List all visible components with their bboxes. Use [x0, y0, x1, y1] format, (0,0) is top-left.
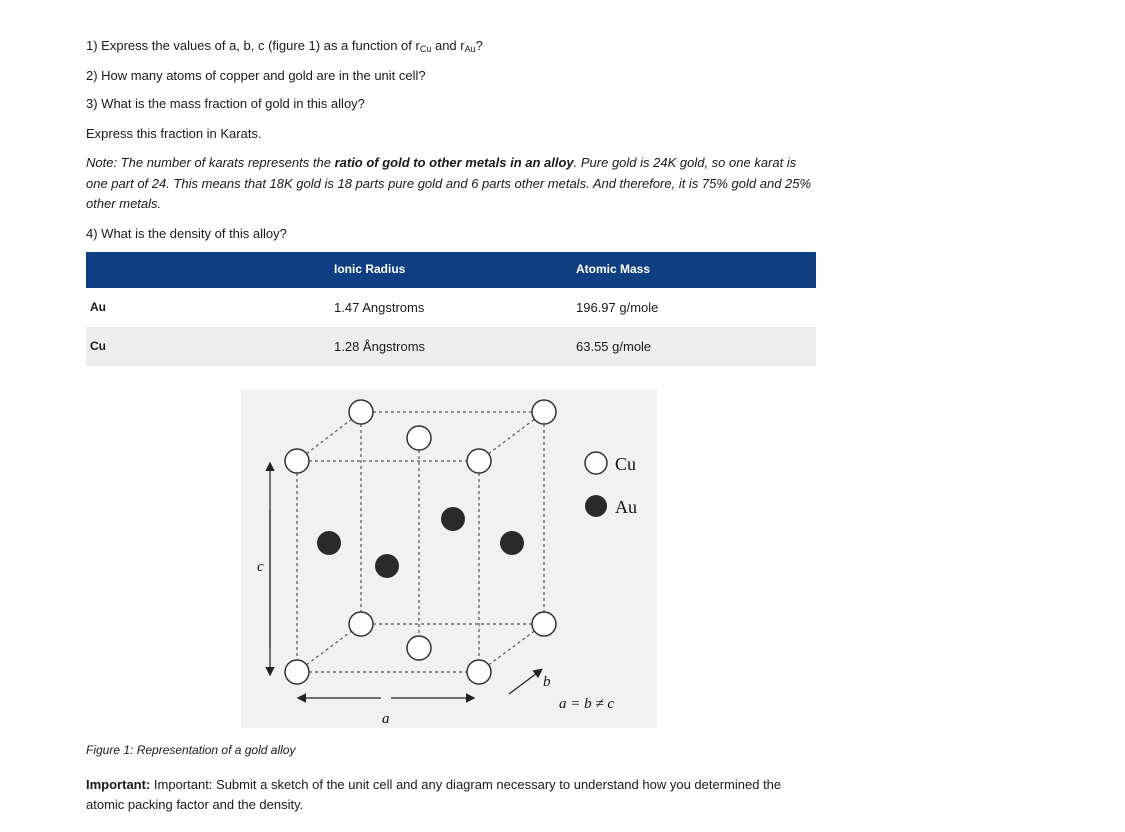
legend-au-marker	[585, 495, 607, 517]
table-row	[86, 288, 816, 327]
table-header	[86, 252, 816, 288]
label-c: c	[257, 559, 264, 575]
unit-cell-figure	[241, 390, 657, 728]
figure-caption: Figure 1: Representation of a gold alloy	[86, 743, 296, 757]
question-2: 2) How many atoms of copper and gold are in the unit cell?	[86, 68, 426, 83]
mass-cell: 196.97 g/mole	[576, 300, 659, 315]
header-ionic-radius: Ionic Radius	[334, 262, 406, 276]
question-1: 1) Express the values of a, b, c (figure 1) as a function of $r_{Cu}$ and $r_{Au}$?	[86, 38, 483, 54]
radius-cell: 1.47 Angstroms	[334, 300, 425, 315]
au-atom	[441, 507, 465, 531]
radius-cell: 1.28 Ångstroms	[334, 339, 426, 354]
unit-cell-diagram	[241, 390, 657, 728]
legend-cu-marker	[585, 452, 607, 474]
cu-atom	[407, 426, 431, 450]
header-atomic-mass: Atomic Mass	[576, 262, 651, 276]
table-row	[86, 327, 816, 366]
cu-atom	[285, 660, 309, 684]
legend-cu-label: Cu	[615, 454, 637, 474]
cu-atom	[467, 660, 491, 684]
cu-atom	[532, 612, 556, 636]
label-b: b	[543, 674, 551, 690]
cu-atom	[349, 400, 373, 424]
cu-atom	[467, 449, 491, 473]
cu-atom	[285, 449, 309, 473]
question-4: 4) What is the density of this alloy?	[86, 226, 287, 241]
au-atom	[500, 531, 524, 555]
properties-table	[86, 252, 816, 366]
cu-atom	[349, 612, 373, 636]
express-karats: Express this fraction in Karats.	[86, 126, 262, 141]
legend-au-label: Au	[615, 497, 637, 517]
element-cell: Cu	[90, 339, 106, 353]
relation-label: a = b ≠ c	[559, 696, 615, 712]
question-3: 3) What is the mass fraction of gold in this alloy?	[86, 96, 365, 111]
au-atoms	[317, 507, 524, 578]
important-note: Important: Important: Submit a sketch of the unit cell and any diagram necessary to understand how you determined the atomic packing factor and the density.	[86, 777, 782, 812]
element-cell: Au	[90, 300, 106, 314]
mass-cell: 63.55 g/mole	[576, 339, 652, 354]
label-a: a	[382, 711, 390, 727]
karat-note: Note: The number of karats represents the ratio of gold to other metals in an alloy. Pure gold is 24K gold, so one karat is one part of 24. This means that 18K gold is 18 parts pure gold and 6 parts other metals. And therefore, it is 75% gold and 25% other metals.	[86, 155, 812, 211]
axis-b-arrow	[509, 670, 541, 694]
cu-atom	[407, 636, 431, 660]
au-atom	[317, 531, 341, 555]
au-atom	[375, 554, 399, 578]
cu-atom	[532, 400, 556, 424]
